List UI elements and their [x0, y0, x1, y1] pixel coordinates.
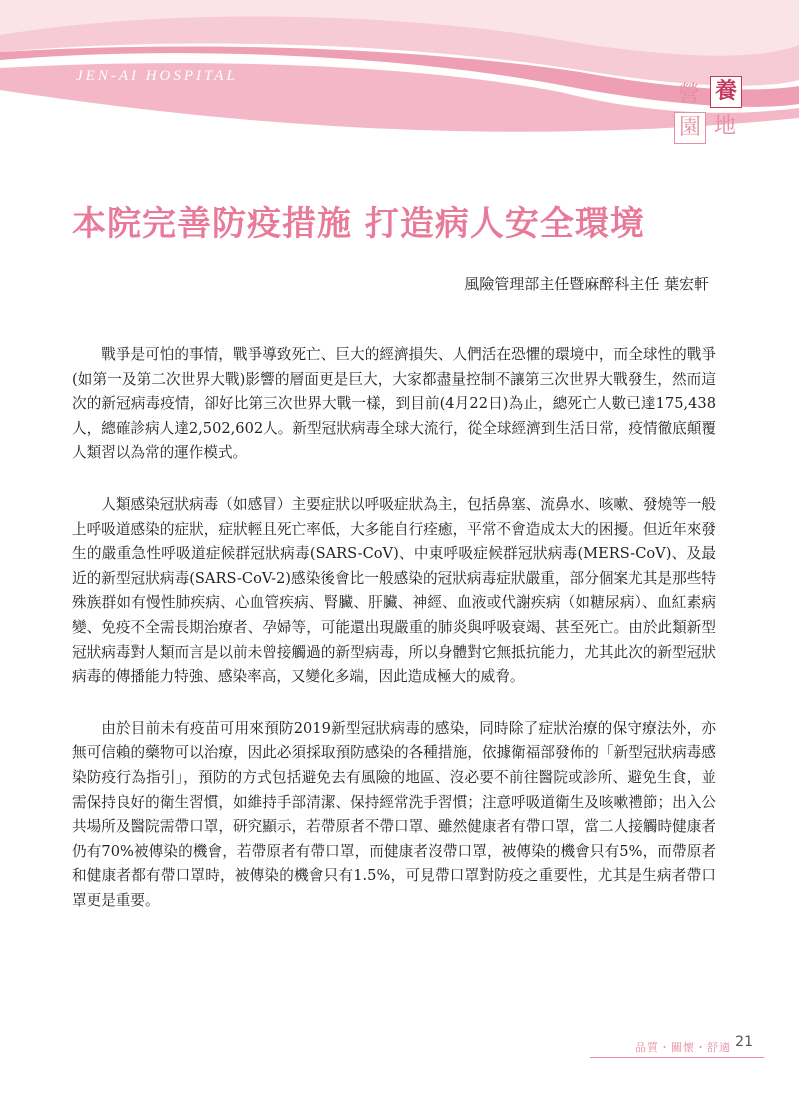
article-title: 本院完善防疫措施 打造病人安全環境 [72, 204, 645, 244]
badge-char-1: 養 [710, 76, 742, 108]
article-body [72, 343, 716, 940]
badge-char-3: 園 [674, 112, 706, 144]
badge-char-4: 地 [713, 114, 736, 139]
footer-tagline: 品質・關懷・舒適 [635, 1041, 731, 1054]
hospital-name: JEN-AI HOSPITAL [76, 68, 238, 84]
article-paragraph: 戰爭是可怕的事情，戰爭導致死亡、巨大的經濟損失、人們活在恐懼的環境中，而全球性的戰爭(如第一及第二次世界大戰)影響的層面更是巨大，大家都盡量控制不讓第三次世界大戰發生，然而這次的新冠病毒疫情，卻好比第三次世界大戰一樣，到目前(4月22日)為止，總死亡人數已達175,438人，總確診病人達2,502,602人。新型冠狀病毒全球大流行，從全球經濟到生活日常，疫情徹底顛覆人類習以為常的運作模式。 [72, 346, 716, 462]
section-badge [674, 76, 742, 144]
article-author: 風險管理部主任暨麻醉科主任 葉宏軒 [464, 275, 709, 293]
page-number: 21 [735, 1034, 753, 1050]
footer-divider [590, 1057, 764, 1058]
article-paragraph: 由於目前未有疫苗可用來預防2019新型冠狀病毒的感染，同時除了症狀治療的保守療法外，亦無可信賴的藥物可以治療，因此必須採取預防感染的各種措施，依據衛福部發佈的「新型冠狀病毒感染防疫行為指引」，預防的方式包括避免去有風險的地區、沒必要不前往醫院或診所、避免生食，並需保持良好的衛生習慣，如維持手部清潔、保持經常洗手習慣；注意呼吸道衛生及咳嗽禮節；出入公共場所及醫院需帶口罩，研究顯示，若帶原者不帶口罩、雖然健康者有帶口罩，當二人接觸時健康者仍有70%被傳染的機會，若帶原者有帶口罩，而健康者沒帶口罩，被傳染的機會只有5%，而帶原者和健康者都有帶口罩時，被傳染的機會只有1.5%，可見帶口罩對防疫之重要性，尤其是生病者帶口罩更是重要。 [72, 719, 716, 909]
article-paragraph: 人類感染冠狀病毒（如感冒）主要症狀以呼吸症狀為主，包括鼻塞、流鼻水、咳嗽、發燒等一般上呼吸道感染的症狀，症狀輕且死亡率低，大多能自行痊癒，平常不會造成太大的困擾。但近年來發生的嚴重急性呼吸道症候群冠狀病毒(SARS-CoV)、中東呼吸症候群冠狀病毒(MERS-CoV)、及最近的新型冠狀病毒(SARS-CoV-2)感染後會比一般感染的冠狀病毒症狀嚴重，部分個案尤其是那些特殊族群如有慢性肺疾病、心血管疾病、腎臟、肝臟、神經、血液或代謝疾病（如糖尿病）、血紅素病變、免疫不全需長期治療者、孕婦等，可能還出現嚴重的肺炎與呼吸衰竭、甚至死亡。由於此類新型冠狀病毒對人類而言是以前未曾接觸過的新型病毒，所以身體對它無抵抗能力，尤其此次的新型冠狀病毒的傳播能力特強、感染率高，又變化多端，因此造成極大的威脅。 [72, 495, 716, 686]
badge-char-2: 營 [677, 82, 700, 107]
